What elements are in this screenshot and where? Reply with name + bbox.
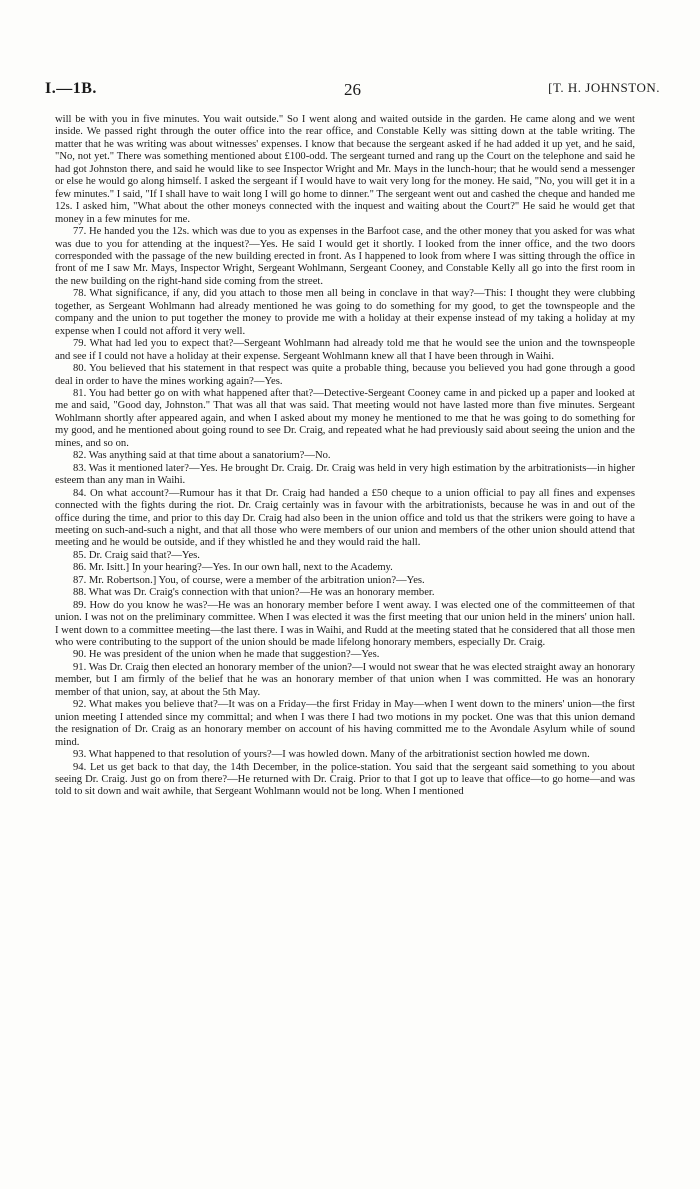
paragraph-79: 79. What had led you to expect that?—Sergeant Wohlmann had already told me that he would see the union and the townspeople and see if I could not have a holiday at their expense. Sergeant Wohlmann knew all that I have been through in Waihi. — [55, 338, 635, 362]
paragraph-88: 88. What was Dr. Craig's connection with that union?—He was an honorary member. — [73, 587, 435, 599]
paragraph-80: 80. You believed that his statement in that respect was quite a probable thing, because you believed you had gone through a good deal in order to have the mines working again?—Yes. — [55, 363, 635, 387]
document-reference: I.—1B. — [45, 80, 97, 97]
testimony-body — [55, 114, 635, 799]
paragraph-87: 87. Mr. Robertson.] You, of course, were a member of the arbitration union?—Yes. — [73, 574, 425, 586]
witness-name: [T. H. JOHNSTON. — [548, 80, 660, 95]
page-number: 26 — [344, 80, 361, 99]
paragraph-86: 86. Mr. Isitt.] In your hearing?—Yes. In our own hall, next to the Academy. — [73, 562, 393, 574]
paragraph-90: 90. He was president of the union when he made that suggestion?—Yes. — [73, 649, 380, 661]
paragraph-83: 83. Was it mentioned later?—Yes. He brought Dr. Craig. Dr. Craig was held in very high estimation by the arbitrationists—in higher esteem than any man in Waihi. — [55, 462, 635, 487]
paragraph-89: 89. How do you know he was?—He was an honorary member before I went away. I was elected one of the committeemen of that union. I was not on the preliminary committee. When I was elected it was the first meeting that our union held in the miners' union hall. I went down to a committee meeting—the last there. I was in Waihi, and Rudd at the meeting stated that he considered that all those men who were contributing to the support of the union should be made lifelong honorary members, especially Dr. Craig. — [55, 599, 635, 649]
paragraph-81: 81. You had better go on with what happened after that?—Detective-Sergeant Cooney came in and picked up a paper and looked at me and said, "Good day, Johnston." That was all that was said. That meeting would not have lasted more than five minutes. Sergeant Wohlmann shortly after appeared again, and when I asked about my money he mentioned to me that he was going to do something for my good, and he mentioned about going round to see Dr. Craig, and repeated what he had previously said about seeing the union and the mines, and so on. — [55, 387, 635, 449]
paragraph-94: 94. Let us get back to that day, the 14th December, in the police-station. You said that the sergeant said something to you about seeing Dr. Craig. Just go on from there?—He returned with Dr. Craig. Prior to that I got up to leave that office—to go home—and was told to sit down and wait awhile, that Sergeant Wohlmann would not be long. When I mentioned — [55, 761, 635, 798]
paragraph-85: 85. Dr. Craig said that?—Yes. — [73, 549, 200, 561]
paragraph-77: 77. He handed you the 12s. which was due to you as expenses in the Barfoot case, and the other money that you asked for was what was due to you for attending at the inquest?—Yes. He said I would get it shortly. I looked from the inner office, and the two doors corresponded with the passage of the new building erected in front. As I happened to look from where I was sitting through the office in front of me I saw Mr. Mays, Inspector Wright, Sergeant Wohlmann, Sergeant Cooney, and Constable Kelly all go into the first room in the new building on the right-hand side coming from the street. — [55, 226, 635, 287]
paragraph-92: 92. What makes you believe that?—It was on a Friday—the first Friday in May—when I went down to the miners' union—the first union meeting I attended since my committal; and when I was there I had two motions in my pocket. One was that this union demand the resignation of Dr. Craig as an honorary member on account of his having committed me to the Avondale Asylum while of sound mind. — [55, 699, 635, 748]
paragraph-93: 93. What happened to that resolution of yours?—I was howled down. Many of the arbitrationist section howled me down. — [73, 749, 590, 761]
paragraph-82: 82. Was anything said at that time about a sanatorium?—No. — [73, 450, 331, 462]
paragraph-78: 78. What significance, if any, did you attach to those men all being in conclave in that way?—This: I thought they were clubbing together, as Sergeant Wohlmann had already mentioned he was going to do something for my good, to get the townspeople and the company and the union to put together the money to provide me with a holiday at their expense instead of my taking a holiday at my expense when I could not afford it very well. — [55, 288, 635, 337]
paragraph-84: 84. On what account?—Rumour has it that Dr. Craig had handed a £50 cheque to a union official to pay all fines and expenses connected with the fights during the riot. Dr. Craig certainly was in favour with the arbitrationists, because he was in and out of the office during the time, and prior to this day Dr. Craig had also been in the union office and told us that the strikers were going to have a meeting on such-and-such a night, and that all those who were members of our union and members of the other union should attend that meeting and he would be outside, and if they whistled he and they would raid the hall. — [55, 487, 635, 549]
page-header — [45, 80, 660, 106]
paragraph-continuation: will be with you in five minutes. You wait outside." So I went along and waited outside in the garden. He came along and we went inside. We passed right through the outer office into the rear office, and Constable Kelly was sitting down at the table writing. The matter that he was writing was about witnesses' expenses. I know that because the sergeant asked if he had added it up yet, and he said, "No, not yet." There was something mentioned about £100-odd. The sergeant turned and rang up the Court on the telephone and said he had got Johnston there, and said he would like to see Inspector Wright and Mr. Mays in the lunch-hour; that he would send a messenger or else he would go along himself. I asked the sergeant if I would have to wait very long for the money. He said, "No, you will get it in a few minutes." I said, "If I shall have to wait long I will go home to dinner." The sergeant went out and cashed the cheque and handed me 12s. I asked him, "What about the other moneys connected with the inquest and waiting about the Court?" He said he would get that money in a few minutes for me. — [55, 114, 635, 225]
paragraph-91: 91. Was Dr. Craig then elected an honorary member of the union?—I would not swear that he was elected straight away an honorary member, but I am firmly of the belief that he was an honorary member of that union when I was committed. He was an honorary member of that union, say, at about the 5th May. — [55, 661, 635, 698]
